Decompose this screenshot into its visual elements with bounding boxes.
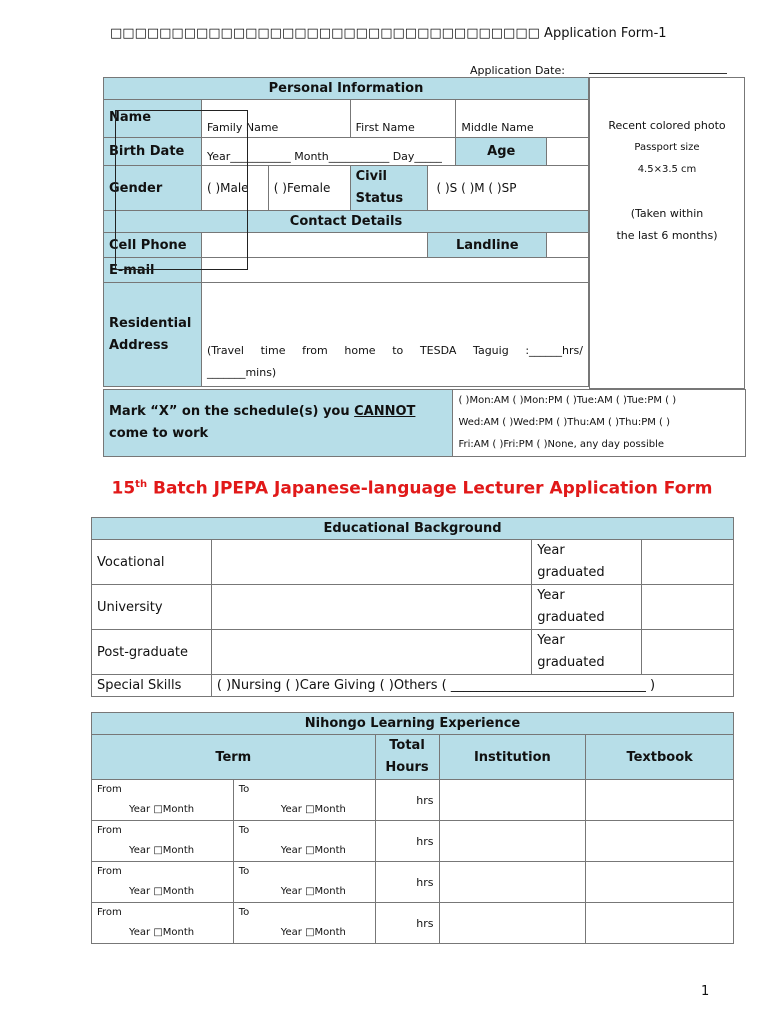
landline-field[interactable] xyxy=(547,233,589,258)
age-field[interactable] xyxy=(547,138,589,166)
application-date-field[interactable] xyxy=(589,64,727,74)
education-table xyxy=(91,517,734,697)
first-name-field[interactable]: First Name xyxy=(350,100,456,138)
hours-field[interactable]: hrs xyxy=(375,780,439,821)
education-heading: Educational Background xyxy=(92,518,734,540)
textbook-header: Textbook xyxy=(586,735,734,780)
vocational-year-field[interactable] xyxy=(642,540,734,585)
university-label: University xyxy=(92,585,212,630)
gender-label: Gender xyxy=(104,166,202,211)
university-year-field[interactable] xyxy=(642,585,734,630)
table-row xyxy=(92,903,734,944)
photo-instruction-2: Passport size xyxy=(634,142,700,153)
schedule-instruction: Mark “X” on the schedule(s) you CANNOT come to work xyxy=(104,390,453,457)
residential-address-field[interactable]: (Travel time from home to TESDA Taguig :______hrs/ _______mins) xyxy=(201,283,588,387)
institution-field[interactable] xyxy=(439,903,586,944)
textbook-field[interactable] xyxy=(586,903,734,944)
application-date: Application Date: xyxy=(470,64,727,77)
landline-label: Landline xyxy=(428,233,547,258)
postgraduate-field[interactable] xyxy=(211,630,531,675)
to-field[interactable]: To Year □Month xyxy=(233,780,375,821)
special-skills-label: Special Skills xyxy=(92,675,212,697)
vocational-field[interactable] xyxy=(211,540,531,585)
vocational-year-label: Year graduated xyxy=(532,540,642,585)
vocational-label: Vocational xyxy=(92,540,212,585)
middle-name-field[interactable]: Middle Name xyxy=(456,100,589,138)
gender-male-option[interactable]: ( )Male xyxy=(201,166,268,211)
schedule-options[interactable]: ( )Mon:AM ( )Mon:PM ( )Tue:AM ( )Tue:PM ( ) Wed:AM ( )Wed:PM ( )Thu:AM ( )Thu:PM ( ) Fri:AM ( )Fri:PM ( )None, any day possible xyxy=(453,390,746,457)
special-skills-options[interactable]: ( )Nursing ( )Care Giving ( )Others ( ______________________________ ) xyxy=(211,675,733,697)
textbook-field[interactable] xyxy=(586,862,734,903)
form-header-title: □□□□□□□□□□□□□□□□□□□□□□□□□□□□□□□□□□□ Application Form-1 xyxy=(110,26,667,41)
nihongo-heading: Nihongo Learning Experience xyxy=(92,713,734,735)
age-label: Age xyxy=(456,138,547,166)
to-field[interactable]: To Year □Month xyxy=(233,821,375,862)
family-name-field[interactable]: Family Name xyxy=(201,100,350,138)
hours-field[interactable]: hrs xyxy=(375,821,439,862)
annotation-rectangle xyxy=(115,110,248,270)
form-title: 15th Batch JPEPA Japanese-language Lecturer Application Form xyxy=(111,478,713,499)
institution-field[interactable] xyxy=(439,821,586,862)
textbook-field[interactable] xyxy=(586,821,734,862)
from-field[interactable]: From Year □Month xyxy=(92,780,234,821)
hours-field[interactable]: hrs xyxy=(375,903,439,944)
photo-instruction-1: Recent colored photo xyxy=(608,119,726,132)
birth-date-label: Birth Date xyxy=(104,138,202,166)
civil-status-options[interactable]: ( )S ( )M ( )SP xyxy=(428,166,589,211)
birth-date-field[interactable]: Year___________ Month___________ Day_____ xyxy=(201,138,455,166)
page-number: 1 xyxy=(701,984,710,999)
postgraduate-year-field[interactable] xyxy=(642,630,734,675)
table-row xyxy=(92,821,734,862)
schedule-table xyxy=(103,389,746,457)
term-header: Term xyxy=(92,735,376,780)
institution-field[interactable] xyxy=(439,862,586,903)
name-label: Name xyxy=(104,100,202,138)
university-field[interactable] xyxy=(211,585,531,630)
table-row xyxy=(92,780,734,821)
university-year-label: Year graduated xyxy=(532,585,642,630)
institution-field[interactable] xyxy=(439,780,586,821)
from-field[interactable]: From Year □Month xyxy=(92,862,234,903)
photo-instruction-4: (Taken within xyxy=(630,207,704,220)
email-label: E-mail xyxy=(104,258,202,283)
textbook-field[interactable] xyxy=(586,780,734,821)
postgraduate-label: Post-graduate xyxy=(92,630,212,675)
civil-status-label: Civil Status xyxy=(350,166,428,211)
contact-details-heading: Contact Details xyxy=(104,211,589,233)
photo-box[interactable] xyxy=(589,77,745,389)
from-field[interactable]: From Year □Month xyxy=(92,903,234,944)
to-field[interactable]: To Year □Month xyxy=(233,862,375,903)
to-field[interactable]: To Year □Month xyxy=(233,903,375,944)
gender-female-option[interactable]: ( )Female xyxy=(268,166,350,211)
cell-phone-label: Cell Phone xyxy=(104,233,202,258)
institution-header: Institution xyxy=(439,735,586,780)
hours-field[interactable]: hrs xyxy=(375,862,439,903)
personal-info-heading: Personal Information xyxy=(104,78,589,100)
email-field[interactable] xyxy=(201,258,588,283)
postgraduate-year-label: Year graduated xyxy=(532,630,642,675)
photo-instruction-3: 4.5×3.5 cm xyxy=(637,164,697,175)
table-row xyxy=(92,862,734,903)
from-field[interactable]: From Year □Month xyxy=(92,821,234,862)
total-hours-header: Total Hours xyxy=(375,735,439,780)
residential-address-label: Residential Address xyxy=(104,283,202,387)
nihongo-table xyxy=(91,712,734,944)
photo-instruction-5: the last 6 months) xyxy=(616,229,718,242)
